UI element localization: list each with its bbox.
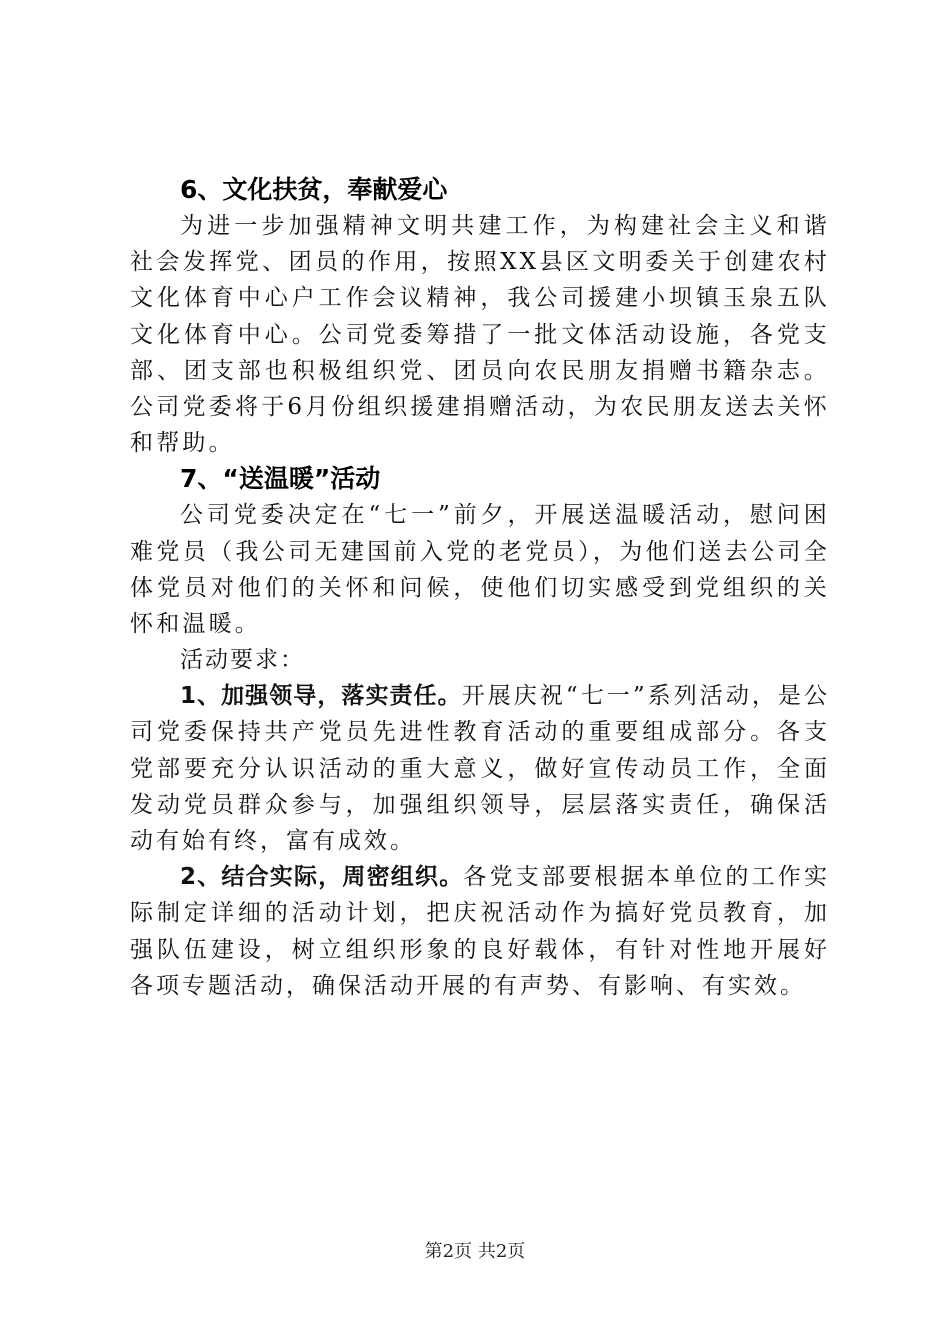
requirement-1-paragraph: [130, 678, 830, 859]
document-body: [130, 172, 830, 1004]
requirement-2-paragraph: [130, 859, 830, 1004]
requirement-2-title: 2、结合实际，周密组织。: [180, 864, 464, 891]
section6-heading: 6、文化扶贫，奉献爱心: [180, 175, 448, 204]
page-number-footer: 第2页 共2页: [424, 1241, 526, 1262]
section6-paragraph: 为进一步加强精神文明共建工作，为构建社会主义和谐社会发挥党、团员的作用，按照XX县区文明委关于创建农村文化体育中心户工作会议精神，我公司援建小坝镇玉泉五队文化体育中心。公司党委筹措了一批文体活动设施，各党支部、团支部也积极组织党、团员向农民朋友捐赠书籍杂志。公司党委将于6月份组织援建捐赠活动，为农民朋友送去关怀和帮助。: [130, 213, 830, 457]
section7-heading: 7、“送温暖”活动: [180, 464, 381, 494]
requirement-1-title: 1、加强领导，落实责任。: [180, 683, 462, 710]
section7-paragraph: 公司党委决定在“七一”前夕，开展送温暖活动，慰问困难党员（我公司无建国前入党的老党员），为他们送去公司全体党员对他们的关怀和问候，使他们切实感受到党组织的关怀和温暖。: [130, 502, 830, 638]
requirements-label: 活动要求：: [180, 647, 305, 674]
requirement-1-body: 开展庆祝“七一”系列活动，是公司党委保持共产党员先进性教育活动的重要组成部分。各支党部要充分认识活动的重大意义，做好宣传动员工作，全面发动党员群众参与，加强组织领导，层层落实责任，确保活动有始有终，富有成效。: [130, 683, 830, 855]
requirement-2-body: 各党支部要根据本单位的工作实际制定详细的活动计划，把庆祝活动作为搞好党员教育，加强队伍建设，树立组织形象的良好载体，有针对性地开展好各项专题活动，确保活动开展的有声势、有影响、有实效。: [130, 864, 830, 999]
